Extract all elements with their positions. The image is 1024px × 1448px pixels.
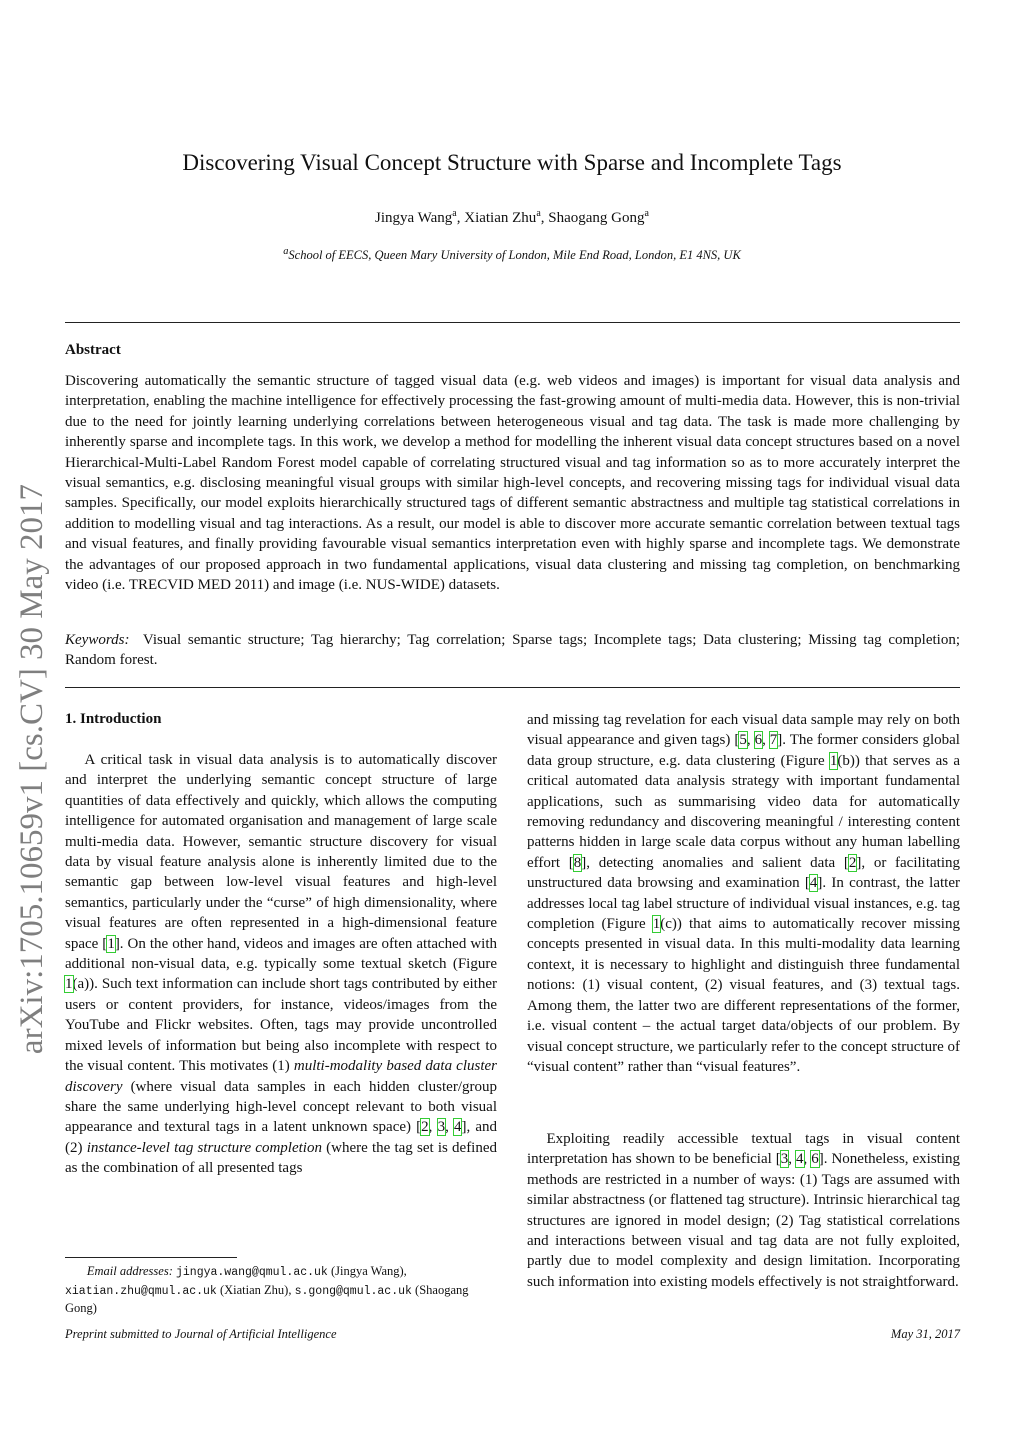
arxiv-stamp: arXiv:1705.10659v1 [cs.CV] 30 May 2017 — [14, 483, 50, 1055]
date-note: May 31, 2017 — [890, 1327, 960, 1341]
keywords — [65, 630, 960, 671]
author-affiliation-marker: a — [644, 208, 649, 219]
citation-link[interactable]: 2 — [848, 854, 857, 871]
keywords-label: Keywords: — [65, 632, 130, 648]
email-address[interactable]: jingya.wang@qmul.ac.uk — [176, 1266, 328, 1279]
citation-link[interactable]: 4 — [809, 875, 818, 892]
abstract-heading: Abstract — [65, 342, 121, 358]
citation-link[interactable]: 1 — [107, 935, 115, 952]
citation-link[interactable]: 5 — [739, 732, 747, 749]
intro-column-right-para2: Exploiting readily accessible textual tags in visual content interpretation has shown to be beneficial [3, 4, 6]. Nonetheless, existing methods are restricted in a number of ways: (1) Tags are assumed with similar abstractness (or flattened tag structure). Intrinsic hierarchical tag structures are ignored in model design; (2) Tag statistical correlations and interactions between visual and tag data are not fully exploited, partly due to model complexity and design limitation. Incorporating such information into existing models effectively is not straightforward. — [527, 1131, 961, 1290]
affiliation — [0, 246, 1024, 263]
author-name: Jingya Wang — [375, 210, 453, 226]
email-owner: (Jingya Wang), — [327, 1264, 407, 1278]
preprint-note: Preprint submitted to Journal of Artificial Intelligence — [65, 1327, 337, 1341]
citation-link[interactable]: 4 — [453, 1119, 462, 1136]
citation-link[interactable]: 1 — [65, 976, 73, 993]
citation-link[interactable]: 1 — [652, 916, 661, 933]
citation-link[interactable]: 4 — [796, 1151, 804, 1168]
affiliation-text: School of EECS, Queen Mary University of London, Mile End Road, London, E1 4NS, UK — [288, 248, 741, 263]
author-name: Xiatian Zhu — [464, 210, 537, 226]
bottom-rule — [65, 687, 960, 688]
emphasis-text: instance-level tag structure completion — [86, 1139, 322, 1156]
citation-link[interactable]: 6 — [811, 1151, 819, 1168]
author-affiliation-marker: a — [536, 208, 541, 219]
affiliation-marker: a — [283, 246, 289, 257]
email-address[interactable]: xiatian.zhu@qmul.ac.uk — [65, 1284, 217, 1298]
email-address[interactable]: s.gong@qmul.ac.uk — [294, 1284, 412, 1298]
citation-link[interactable]: 7 — [769, 732, 778, 749]
author-name: Shaogang Gong — [548, 210, 645, 226]
emphasis-text: multi-modality based data cluster discovery — [65, 1058, 498, 1095]
author-list: Jingya Wang$^a$, Xiatian Zhu$^a$, Shaogang Gong$^a$ — [375, 208, 649, 226]
footnote-label: Email addresses: — [86, 1264, 173, 1278]
citation-link[interactable]: 8 — [573, 854, 582, 871]
abstract-body: Discovering automatically the semantic structure of tagged visual data (e.g. web videos and images) is important for visual data analysis and interpretation, enabling the machine intelligence for effectively processing the fast-growing amount of multi-media data. However, this is non-trivial due to the need for jointly learning underlying correlations between heterogeneous visual and tag data. The task is made more challenging by inherently sparse and incomplete tags. In this work, we develop a method for modelling the inherent visual data concept structures based on a novel Hierarchical-Multi-Label Random Forest model capable of correlating structured visual and tag information so as to more accurately interpret the visual semantics, e.g. disclosing meaningful visual groups with similar high-level concepts, and recovering missing tags for individual visual data samples. Specifically, our model exploits hierarchically structured tags of different semantic abstractness and multiple tag statistical correlations in addition to modelling visual and tag interactions. As a result, our model is able to discover more accurate semantic correlation between textual tags and visual features, and finally providing favourable visual semantics interpretation even with highly sparse and incomplete tags. We demonstrate the advantages of our proposed approach in two fundamental applications, visual data clustering and missing tag completion, on benchmarking video (i.e. TRECVID MED 2011) and image (i.e. NUS-WIDE) datasets. — [65, 373, 960, 594]
top-rule — [65, 322, 960, 323]
citation-link[interactable]: 1 — [829, 752, 838, 769]
footnote-rule — [65, 1257, 237, 1258]
email-owner: (Shaogang Gong) — [65, 1282, 469, 1315]
citation-link[interactable]: 2 — [421, 1119, 429, 1136]
keywords-text: Visual semantic structure; Tag hierarchy; Tag correlation; Sparse tags; Incomplete tags; Data clustering; Missing tag completion; Random forest. — [65, 632, 960, 669]
intro-column-right-para1: and missing tag revelation for each visual data sample may rely on both visual appearance and given tags) [5, 6, 7]. The former considers global data group structure, e.g. data clustering (Figure 1(b)) that serves as a critical automated data analysis strategy with important fundamental applications, such as summarising video data for automatically removing redundancy and discovering meaningful / interesting content patterns hidden in large scale data corpus without any human labelling effort [8], detecting anomalies and salient data [2], or facilitating unstructured data browsing and examination [4]. In contrast, the latter addresses local tag label structure of individual visual instances, e.g. tag completion (Figure 1(c)) that aims to automatically recover missing concepts presented in visual data. In this multi-modality data learning context, it is necessary to highlight and distinguish three fundamental notions: (1) visual content, (2) visual features, and (3) textual tags. Among them, the latter two are different representations of the former, i.e. visual content – the actual target data/objects of our problem. By visual concept structure, we particularly refer to the concept structure of “visual content” rather than “visual features”. — [527, 712, 960, 1075]
section-heading: 1. Introduction — [65, 711, 162, 727]
author-affiliation-marker: a — [452, 208, 457, 219]
citation-link[interactable]: 3 — [437, 1119, 446, 1136]
email-footnote — [65, 1263, 497, 1317]
intro-column-left: A critical task in visual data analysis is to automatically discover and interpret the underlying semantic concept structure of large quantities of data effectively and quickly, which allows the computing intelligence for automated organisation and management of large scale multi-media data. However, semantic structure discovery for visual data by visual feature analysis alone is inherently limited due to the semantic gap between low-level visual features and high-level semantics, particularly under the “curse” of high dimensionality, where visual features are often represented in a high-dimensional feature space [1]. On the other hand, videos and images are often attached with additional non-visual data, e.g. typically some textual sketch (Figure 1(a)). Such text information can include short tags contributed by either users or content providers, for instance, videos/images from the YouTube and Flickr websites. Often, tags may provide uncontrolled mixed levels of information but being also incomplete with respect to the visual content. This motivates (1) multi-modality based data cluster discovery (where visual data samples in each hidden cluster/group share the same underlying high-level concept relevant to both visual appearance and textural tags in a latent unknown space) [2, 3, 4], and (2) instance-level tag structure completion (where the tag set is defined as the combination of all presented tags — [65, 752, 498, 1177]
citation-link[interactable]: 6 — [754, 732, 763, 749]
paper-title: Discovering Visual Concept Structure with Sparse and Incomplete Tags — [182, 150, 842, 175]
citation-link[interactable]: 3 — [780, 1151, 789, 1168]
email-owner: (Xiatian Zhu), — [216, 1282, 295, 1297]
